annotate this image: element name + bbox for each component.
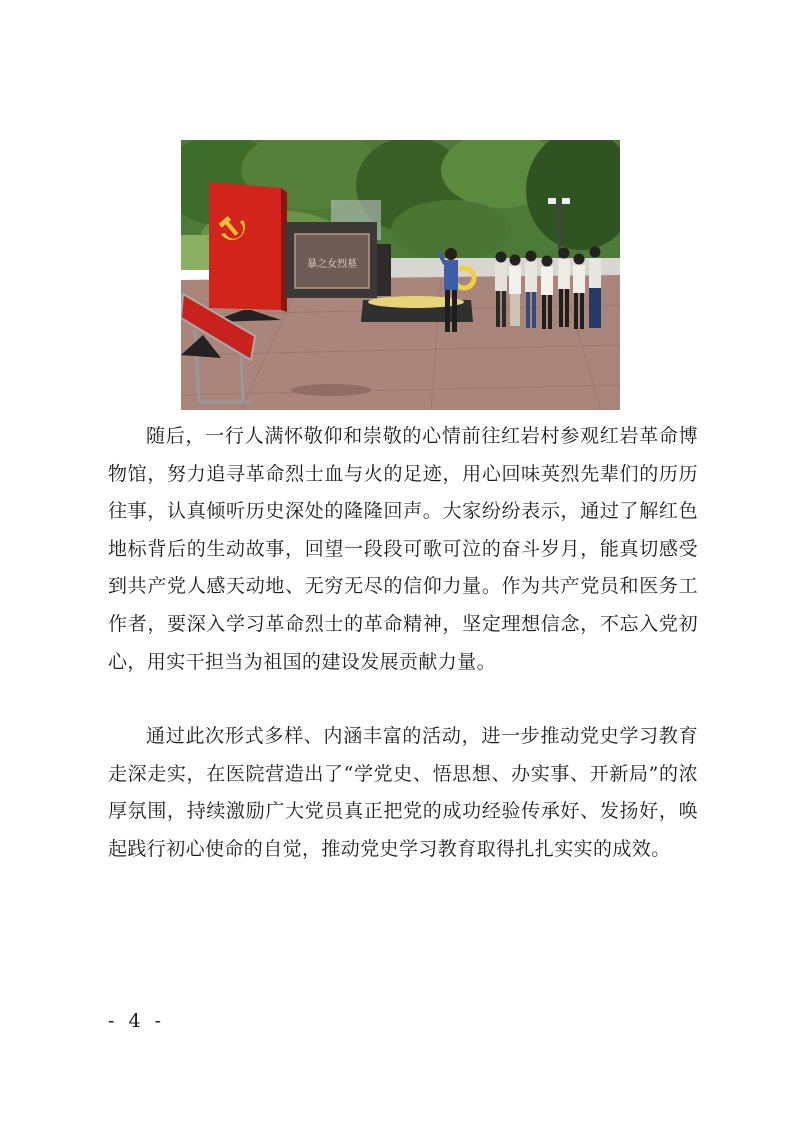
puddle [291, 384, 371, 396]
memorial-scene [181, 140, 620, 410]
party-flag-board [209, 182, 287, 322]
memorial-photo [181, 140, 620, 410]
memorial-plaque-text: 暴之女烈墓 [307, 259, 357, 270]
page-number: - 4 - [108, 1010, 166, 1032]
memorial-plaque [285, 222, 391, 298]
body-paragraph-2: 通过此次形式多样、内涵丰富的活动，进一步推动党史学习教育走深走实，在医院营造出了“学党史、悟思想、办实事、开新局”的浓厚氛围，持续激励广大党员真正把党的成功经验传承好、发扬好，唤起践行初心使命的自觉，推动党史学习教育取得扎扎实实的成效。 [108, 725, 698, 860]
body-paragraph-1: 随后，一行人满怀敬仰和崇敬的心情前往红岩村参观红岩革命博物馆，努力追寻革命烈士血与火的足迹，用心回味英烈先辈们的历历往事，认真倾听历史深处的隆隆回声。大家纷纷表示，通过了解红色地标背后的生动故事，回望一段段可歌可泣的奋斗岁月，能真切感受到共产党人感天动地、无穷无尽的信仰力量。作为共产党员和医务工作者，要深入学习革命烈士的革命精神，坚定理想信念，不忘入党初心，用实干担当为祖国的建设发展贡献力量。 [108, 425, 698, 673]
